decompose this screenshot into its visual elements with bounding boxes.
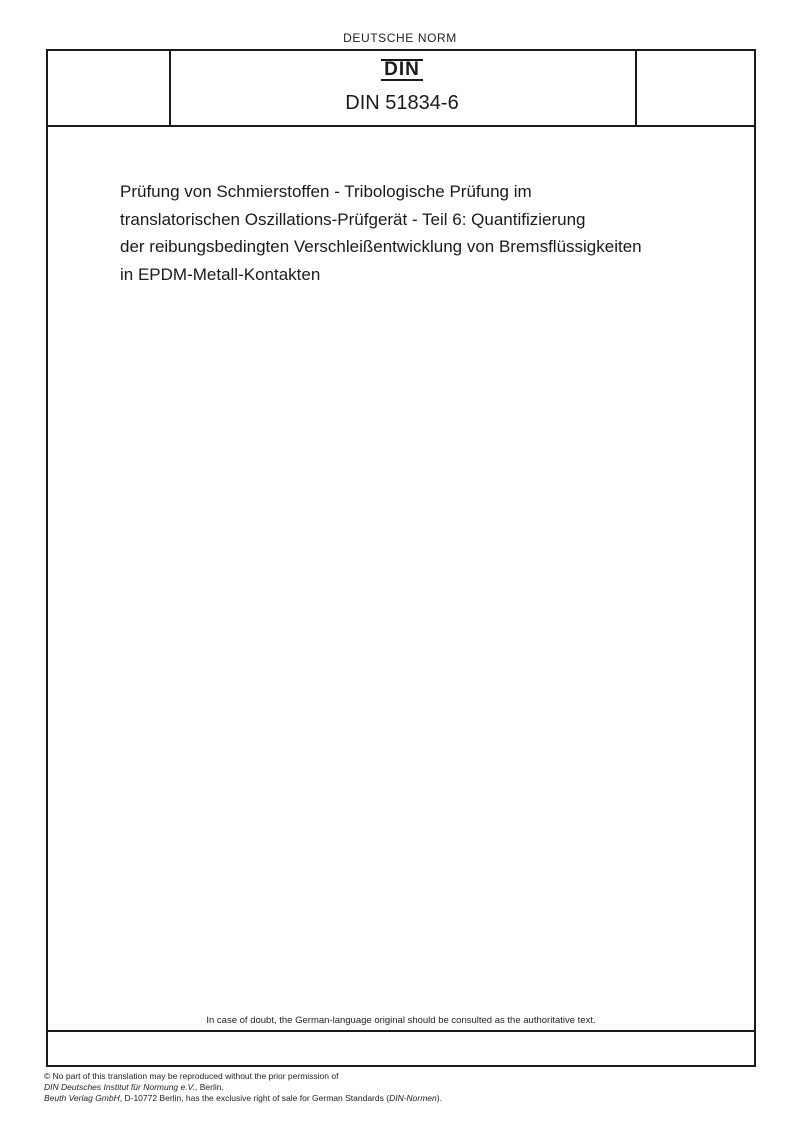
copyright-seller: Beuth Verlag GmbH bbox=[44, 1093, 120, 1103]
title-line: der reibungsbedingten Verschleißentwicklung von Bremsflüssigkeiten bbox=[120, 237, 642, 256]
title-line: translatorischen Oszillations-Prüfgerät - Teil 6: Quantifizierung bbox=[120, 209, 586, 229]
copyright-end: ). bbox=[436, 1093, 442, 1103]
header-cell-right bbox=[635, 51, 756, 125]
copyright-notice bbox=[44, 1071, 442, 1104]
footer-divider bbox=[48, 1030, 754, 1032]
header-row bbox=[48, 51, 754, 127]
copyright-line-2 bbox=[44, 1082, 442, 1093]
title-line: in EPDM-Metall-Kontakten bbox=[120, 264, 321, 284]
header-cell-left bbox=[48, 51, 171, 125]
copyright-publisher: DIN Deutsches Institut für Normung e.V. bbox=[44, 1082, 196, 1092]
copyright-line-1: © No part of this translation may be reproduced without the prior permission of bbox=[44, 1071, 339, 1081]
document-title bbox=[120, 178, 720, 288]
document-frame bbox=[46, 49, 756, 1067]
din-logo: DIN bbox=[381, 59, 423, 81]
translation-disclaimer: In case of doubt, the German-language original should be consulted as the authoritative text. bbox=[206, 1015, 596, 1026]
norm-type-label: DEUTSCHE NORM bbox=[343, 31, 457, 45]
title-line: Prüfung von Schmierstoffen - Tribologische Prüfung im bbox=[120, 182, 532, 201]
document-number: DIN 51834-6 bbox=[345, 92, 459, 114]
copyright-city: , Berlin. bbox=[195, 1082, 224, 1092]
copyright-din-normen: DIN-Normen bbox=[389, 1093, 437, 1103]
copyright-rights: , D-10772 Berlin, has the exclusive right of sale for German Standards ( bbox=[119, 1093, 390, 1103]
copyright-line-3 bbox=[44, 1093, 442, 1104]
